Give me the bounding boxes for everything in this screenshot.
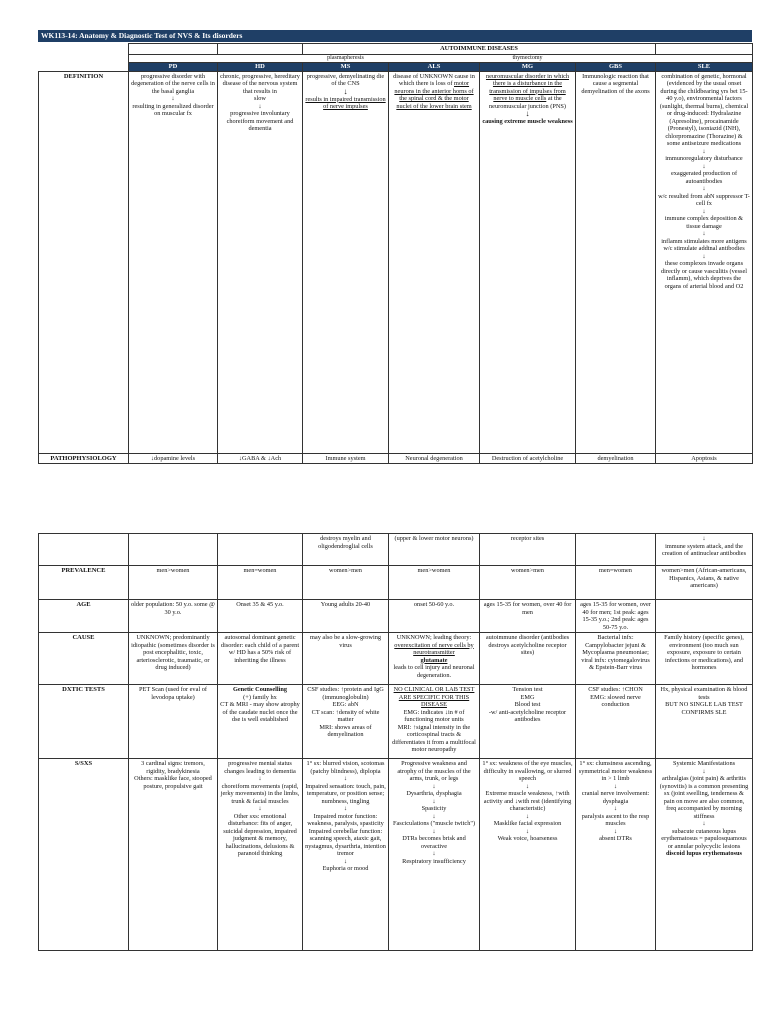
col-header-gbs: GBS xyxy=(576,62,656,71)
definition-als-underlined: motor neurons in the anterior horns of the spinal cord & the motor nuclei of the lower brain stem xyxy=(394,80,474,110)
blank-cell xyxy=(218,44,303,55)
dxtic-als-note: NO CLINICAL OR LAB TEST ARE SPECIFIC FOR THIS DISEASE xyxy=(393,686,475,708)
dxtic-sle: Hx, physical examination & blood tests BUT NO SINGLE LAB TEST CONFIRMS SLE xyxy=(656,685,753,759)
ssxs-als: Progressive weakness and atrophy of the muscles of the arms, trunk, or legs ↓ Dysarthria, dysphagia ↓ Spasticity ↓ Fasciculations ("muscle twitch") ↓ DTRs becomes brisk and overactive ↓ Respiratory insufficiency xyxy=(389,759,480,951)
col-header-pd: PD xyxy=(129,62,218,71)
ssxs-pd: 3 cardinal signs: tremors, rigidity, bradykinesia Others: masklike face, stooped posture, propulsive gait xyxy=(129,759,218,951)
dxtic-als-detail: EMG: indicates ↓in # of functioning motor units MRI: ↑signal intensity in the corticospinal tracts & differentiates it from a multifocal motor neuropathy xyxy=(392,708,476,753)
cause-hd: autosomal dominant genetic disorder: each child of a parent w/ HD has a 50% risk of inheriting the illness xyxy=(218,633,303,685)
row-label-definition: DEFINITION xyxy=(39,71,129,453)
age-hd: Onset 35 & 45 y.o. xyxy=(218,600,303,633)
row-label-ssxs: S/SXS xyxy=(39,759,129,951)
ssxs-ms: 1° sx: blurred vision, scotomas (patchy blindness), diplopia ↓ Impaired sensation: touch, pain, temperature, or position sense; numbness, tingling ↓ Impaired motor function: weakness, paralysis, spasticity Impaired cerebellar function: scanning speech, ataxic gait, nystagmus, dysarthria, intention tremor ↓ Euphoria or mood xyxy=(303,759,389,951)
dxtic-hd-detail: (+) family hx CT & MRI - may show atrophy of the caudate nuclei once the dse is well established xyxy=(220,693,300,723)
age-pd: older population: 50 y.o. some @ 30 y.o. xyxy=(129,600,218,633)
definition-ms-result: results in impaired transmission of nerve impulses xyxy=(305,95,386,110)
blank-cell xyxy=(129,44,218,55)
prevalence-mg: women>men xyxy=(480,566,576,600)
age-sle xyxy=(656,600,753,633)
definition-gbs: Immunologic reaction that cause a segmental demyelination of the axons xyxy=(576,71,656,453)
disorders-table-part2 xyxy=(38,533,753,951)
prevalence-ms: women>men xyxy=(303,566,389,600)
definition-als-text: disease of UNKNOWN cause in which there is loss of xyxy=(393,72,475,87)
patho-cont-sle: ↓ immune system attack, and the creation of antinuclear antibodies xyxy=(656,534,753,566)
definition-hd: chronic, progressive, hereditary disease of the nervous system that results in slow ↓ progressive involuntary choreiform movement and dementia xyxy=(218,71,303,453)
ssxs-sle-cutaneous: subacute cutaneous lupus erythematosus = papulosquamous or annular polycyclic lesions xyxy=(661,827,747,850)
definition-mg-effect: causing extreme muscle weakness xyxy=(482,118,573,125)
definition-pd: progressive disorder with degeneration of the nerve cells in the basal ganglia ↓ resulting in generalized disorder on muscular fx xyxy=(129,71,218,453)
cause-ms: may also be a slow-growing virus xyxy=(303,633,389,685)
cause-sle: Family history (specific genes), environment (too much sun exposure, exposure to certain infections or medications), and hormones xyxy=(656,633,753,685)
ms-note: plasmapheresis xyxy=(327,54,364,61)
row-label-dxtic-tests: DXTIC TESTS xyxy=(39,685,129,759)
blank-cell xyxy=(39,534,129,566)
definition-sle: combination of genetic, hormonal (evidenced by the usual onset during the childbearing yrs bet 15-40 y.o), environmental factors (sunlight, thermal burns), chemical or drug-induced: Hydralazine (Apresoline), procainamide (Pronestyl), isoniazid (INH), chlorpromazine (Thorazine) & some antiseizure medications ↓ immunoregulatory disturbance ↓ exaggerated production of autoantibodies ↓ w/c resulted from abN suppressor T-cell fx ↓ immune complex deposition & tissue damage ↓ inflamm stimulates more antigens w/c stimulate addtnal antibodies ↓ these complexes invade organs directly or cause vasculitis (vessel inflamm), which deprives the organs of arterial blood and O2 xyxy=(656,71,753,453)
col-header-als: ALS xyxy=(389,62,480,71)
definition-ms-text: progressive, demyelinating die of the CNS xyxy=(306,72,385,87)
patho-mg: Destruction of acetylcholine xyxy=(480,453,576,464)
mg-note: thymectomy xyxy=(512,54,543,61)
cause-pd: UNKNOWN; predominantly idiopathic (sometimes disorder is post encephalitic, toxic, arteriosclerotic, traumatic, or drug induced) xyxy=(129,633,218,685)
cause-als-text: UNKNOWN; leading theory: xyxy=(396,634,472,641)
row-label-prevalence: PREVALENCE xyxy=(39,566,129,600)
group-title: AUTOIMMUNE DISEASES xyxy=(303,44,656,55)
down-arrow-icon: ↓ xyxy=(525,109,530,118)
dxtic-als xyxy=(389,685,480,759)
cause-mg: autoimmune disorder (antibodies destroys acetylcholine receptor sites) xyxy=(480,633,576,685)
ssxs-sle xyxy=(656,759,753,951)
blank-cell xyxy=(656,44,753,55)
cause-gbs: Bacterial infx: Campylobacter jejuni & Mycoplasma pneumoniae; viral infx: cytomegalovirus & Epstein-Barr virus xyxy=(576,633,656,685)
definition-mg-text: neuromuscular disorder in which there is a disturbance in the transmission of impulses from nerve to muscle cells xyxy=(485,72,570,102)
blank-cell xyxy=(576,534,656,566)
row-label-pathophysiology: PATHOPHYSIOLOGY xyxy=(39,453,129,464)
blank-cell xyxy=(218,534,303,566)
patho-cont-mg: receptor sites xyxy=(480,534,576,566)
age-mg: ages 15-35 for women, over 40 for men xyxy=(480,600,576,633)
ssxs-sle-systemic: Systemic Manifestations ↓ xyxy=(672,760,736,775)
dxtic-ms: CSF studies: ↑protein and IgG (immunoglobulin) EEG: abN CT scan: ↑density of white matter MRI: shows areas of demyelination xyxy=(303,685,389,759)
patho-sle: Apoptosis xyxy=(656,453,753,464)
cause-als-result: leads to cell injury and neuronal degeneration. xyxy=(393,664,475,679)
prevalence-sle: women>men (African-americans, Hispanics, Asians, & native americans) xyxy=(656,566,753,600)
patho-cont-als: (upper & lower motor neurons) xyxy=(389,534,480,566)
col-header-hd: HD xyxy=(218,62,303,71)
patho-als: Neuronal degeneration xyxy=(389,453,480,464)
definition-als xyxy=(389,71,480,453)
down-arrow-icon: ↓ xyxy=(343,86,348,96)
row-label-age: AGE xyxy=(39,600,129,633)
col-header-mg: MG xyxy=(480,62,576,71)
definition-mg-text2: at the neuromuscular junction (PNS) xyxy=(489,95,566,110)
col-header-ms: MS xyxy=(303,62,389,71)
patho-ms: Immune system xyxy=(303,453,389,464)
row-label-cause: CAUSE xyxy=(39,633,129,685)
prevalence-hd: men=women xyxy=(218,566,303,600)
dxtic-gbs: CSF studies: ↑CHON EMG: slowed nerve conduction xyxy=(576,685,656,759)
dxtic-mg: Tension test EMG Blood test -w/ anti-acetylcholine receptor antibodies xyxy=(480,685,576,759)
disorders-table-part1 xyxy=(38,43,753,464)
cause-als-glutamate: glutamate xyxy=(420,656,448,664)
ssxs-gbs: 1° sx: clumsiness ascending, symmetrical motor weakness in > 1 limb ↓ cranial nerve involvement: dysphagia ↓ paralysis ascent to the resp muscles ↓ absent DTRs xyxy=(576,759,656,951)
col-header-sle: SLE xyxy=(656,62,753,71)
dxtic-hd xyxy=(218,685,303,759)
definition-mg xyxy=(480,71,576,453)
ssxs-sle-discoid: discoid lupus erythematosus xyxy=(666,850,742,857)
dxtic-pd: PET Scan (used for eval of levodopa uptake) xyxy=(129,685,218,759)
ssxs-sle-arthralgias: arthralgias (joint pain) & arthritis (synovitis) is a common presenting sx (joint swelling, tenderness & pain on move are also common, freq accompanied by morning stiffness ↓ xyxy=(659,775,749,827)
prevalence-gbs: men=women xyxy=(576,566,656,600)
definition-ms xyxy=(303,71,389,453)
cause-als-theory: overexcitation of nerve cells by neurotransmitter xyxy=(394,641,474,656)
age-ms: Young adults 20-40 xyxy=(303,600,389,633)
document-title: WK113-14: Anatomy & Diagnostic Test of NVS & Its disorders xyxy=(38,30,752,42)
age-als: onset 50-60 y.o. xyxy=(389,600,480,633)
cause-als xyxy=(389,633,480,685)
prevalence-als: men>women xyxy=(389,566,480,600)
age-gbs: ages 15-35 for women, over 40 for men; 1st peak: ages 15-35 y.o.; 2nd peak: ages 50-75 y.o. xyxy=(576,600,656,633)
ssxs-mg: 1° sx: weakness of the eye muscles, difficulty in swallowing, or slurred speech ↓ Extreme muscle weakness, ↑with activity and ↓with rest (identifying characteristic) ↓ Masklike facial expression ↓ Weak voice, hoarseness xyxy=(480,759,576,951)
prevalence-pd: men>women xyxy=(129,566,218,600)
patho-pd: ↓dopamine levels xyxy=(129,453,218,464)
blank-corner xyxy=(39,44,129,55)
patho-gbs: demyelination xyxy=(576,453,656,464)
blank-cell xyxy=(129,534,218,566)
dxtic-hd-counselling: Genetic Counselling xyxy=(232,686,288,693)
ssxs-hd: progressive mental status changes leading to dementia ↓ choreiform movements (rapid, jerky movements) in the limbs, trunk & facial muscles ↓ Other sxs: emotional disturbance: fits of anger, suicidal depression, impaired judgment & memory, hallucinations, delusions & paranoid thinking xyxy=(218,759,303,951)
patho-cont-ms: destroys myelin and oligodendroglial cells xyxy=(303,534,389,566)
patho-hd: ↓GABA & ↓Ach xyxy=(218,453,303,464)
